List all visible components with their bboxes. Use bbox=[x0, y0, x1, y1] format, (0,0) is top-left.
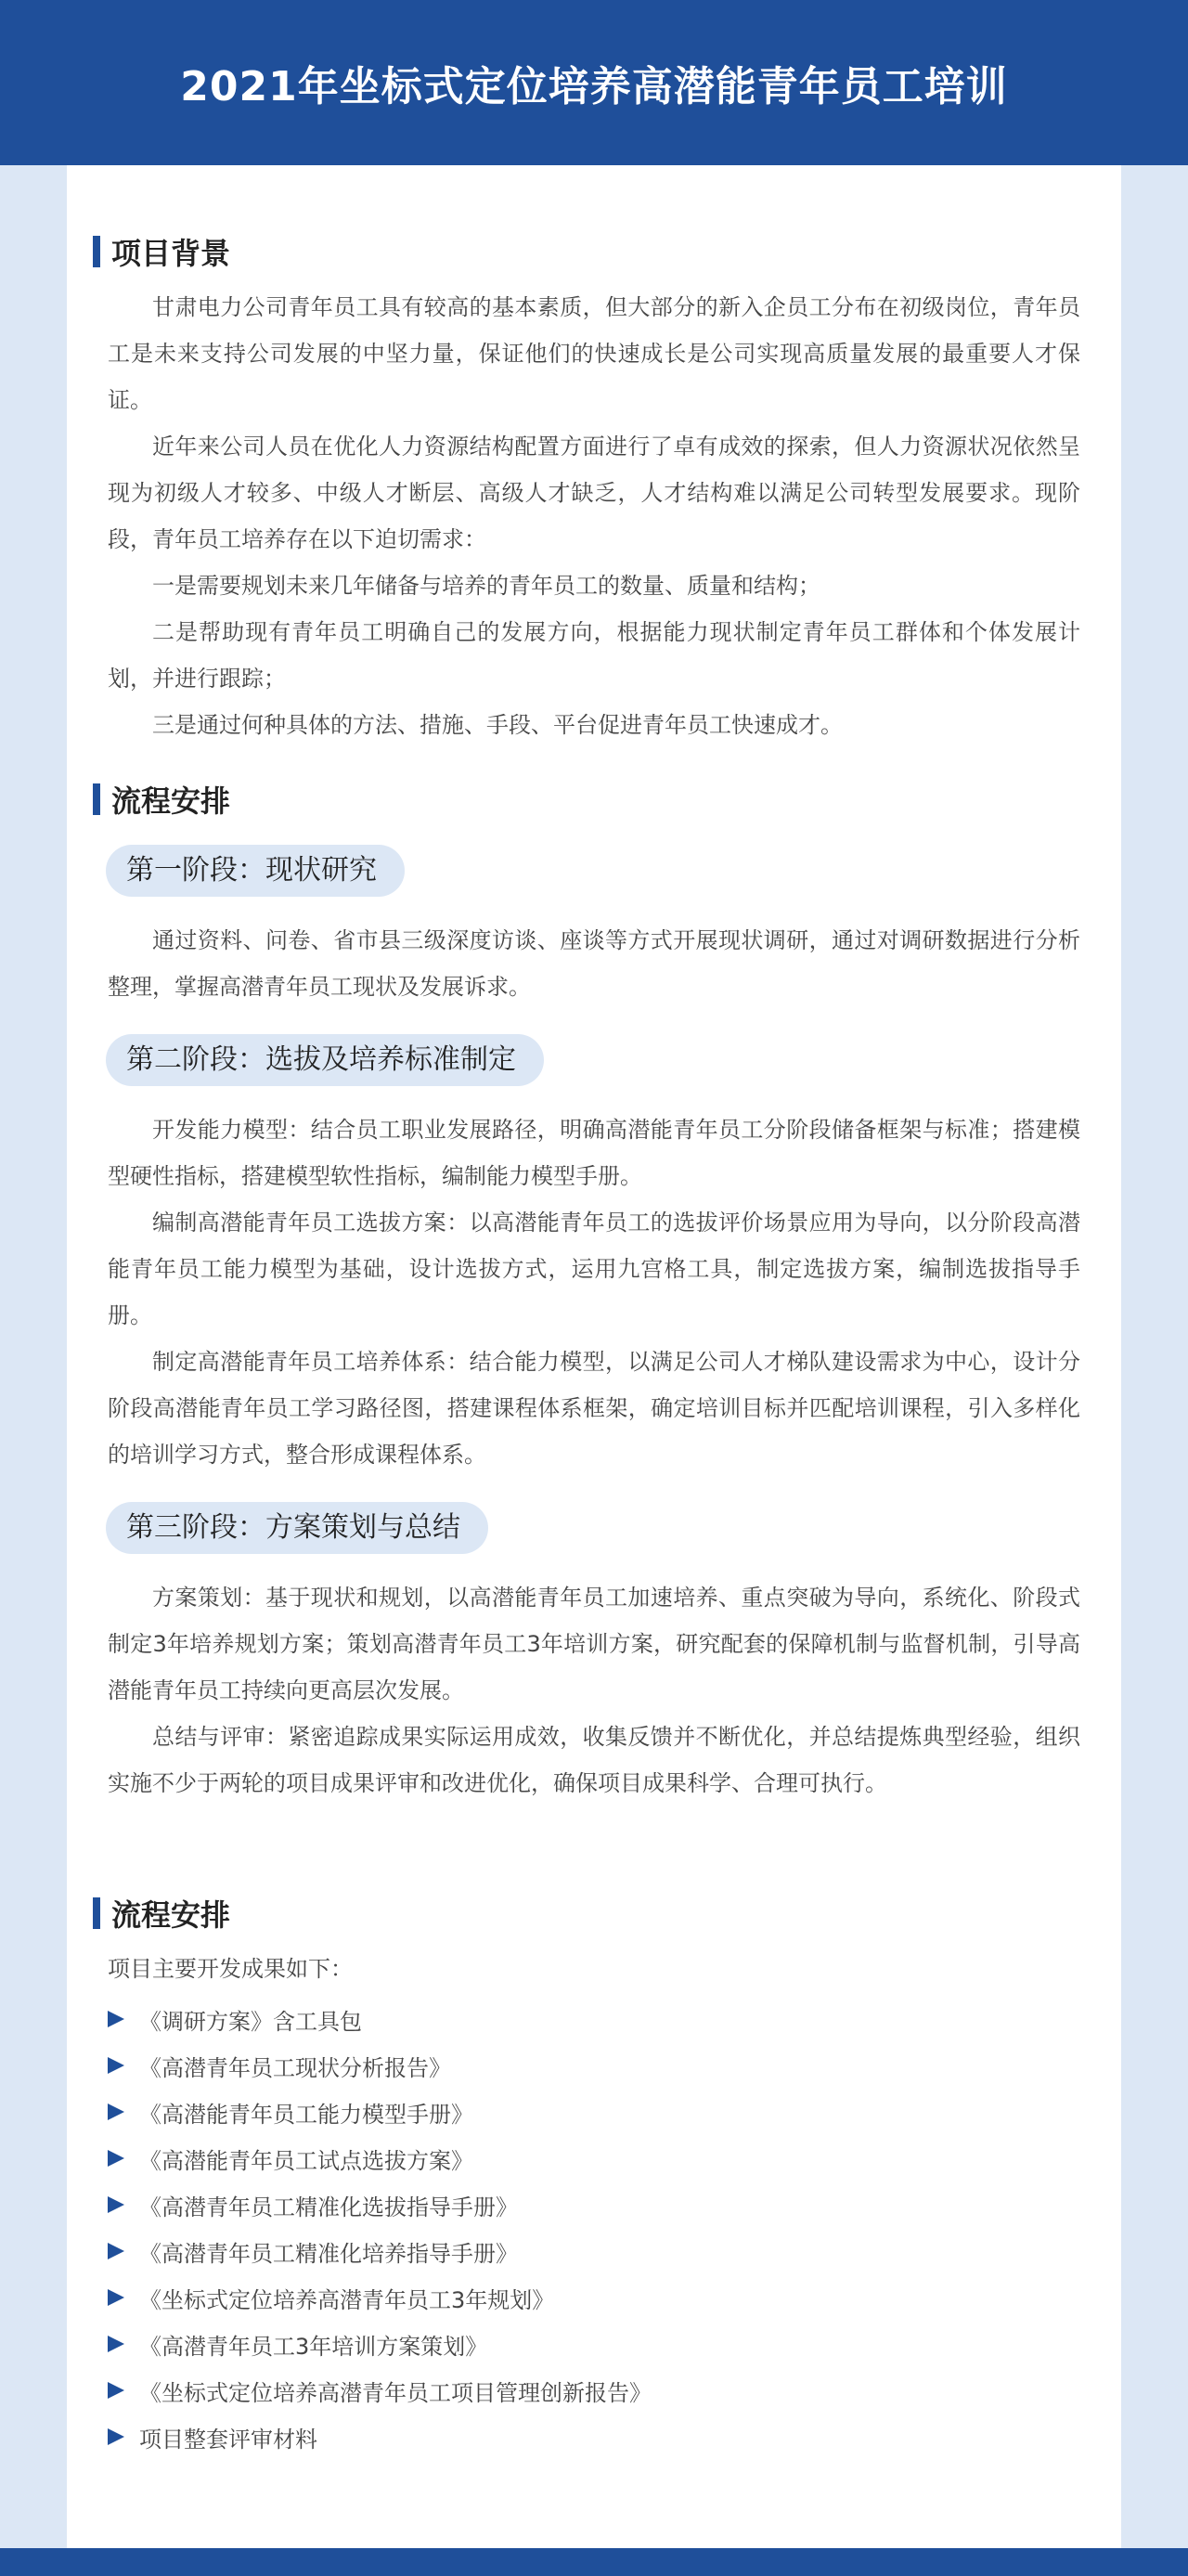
list-item bbox=[108, 2089, 1121, 2135]
triangle-bullet-icon bbox=[108, 2196, 124, 2213]
heading-accent-bar bbox=[93, 236, 100, 267]
list-item bbox=[108, 2274, 1121, 2321]
list-item-label: 《高潜青年员工现状分析报告》 bbox=[139, 2054, 451, 2081]
stage-2-paragraph: 编制高潜能青年员工选拔方案：以高潜能青年员工的选拔评价场景应用为导向，以分阶段高潜能青年员工能力模型为基础，设计选拔方式，运用九宫格工具，制定选拔方案，编制选拔指导手册。 bbox=[108, 1210, 1080, 1328]
deliverables-section bbox=[67, 1892, 1121, 2460]
stage-2-paragraph: 开发能力模型：结合员工职业发展路径，明确高潜能青年员工分阶段储备框架与标准；搭建模型硬性指标，搭建模型软性指标，编制能力模型手册。 bbox=[108, 1117, 1080, 1189]
stage-3-paragraph: 总结与评审：紧密追踪成果实际运用成效，收集反馈并不断优化，并总结提炼典型经验，组织实施不少于两轮的项目成果评审和改进优化，确保项目成果科学、合理可执行。 bbox=[108, 1724, 1080, 1796]
list-item-label: 《调研方案》含工具包 bbox=[139, 2008, 362, 2035]
list-item bbox=[108, 2181, 1121, 2228]
list-item-label: 《高潜青年员工3年培训方案策划》 bbox=[139, 2333, 488, 2360]
list-item-label: 《高潜青年员工精准化培养指导手册》 bbox=[139, 2240, 518, 2267]
stage-3-pill: 第三阶段：方案策划与总结 bbox=[106, 1502, 488, 1554]
stage-1-pill: 第一阶段：现状研究 bbox=[106, 845, 405, 897]
heading-accent-bar bbox=[93, 1897, 100, 1929]
triangle-bullet-icon bbox=[108, 2057, 124, 2074]
deliverables-intro: 项目主要开发成果如下： bbox=[108, 1956, 353, 1982]
page-title: 2021年坐标式定位培养高潜能青年员工培训 bbox=[180, 63, 1008, 110]
list-item bbox=[108, 2042, 1121, 2089]
list-item bbox=[108, 1996, 1121, 2042]
content-card bbox=[67, 165, 1121, 2548]
triangle-bullet-icon bbox=[108, 2289, 124, 2306]
list-item bbox=[108, 2228, 1121, 2274]
background-paragraph: 三是通过何种具体的方法、措施、手段、平台促进青年员工快速成才。 bbox=[152, 712, 843, 738]
section-heading bbox=[93, 1892, 1121, 1935]
list-item bbox=[108, 2414, 1121, 2460]
triangle-bullet-icon bbox=[108, 2243, 124, 2259]
list-item-label: 《高潜青年员工精准化选拔指导手册》 bbox=[139, 2194, 518, 2220]
deliverables-title: 流程安排 bbox=[111, 1897, 231, 1933]
triangle-bullet-icon bbox=[108, 2428, 124, 2445]
section-heading bbox=[93, 778, 1121, 821]
list-item bbox=[108, 2321, 1121, 2367]
page-header bbox=[0, 0, 1188, 165]
heading-accent-bar bbox=[93, 783, 100, 815]
triangle-bullet-icon bbox=[108, 2011, 124, 2027]
background-section bbox=[67, 230, 1121, 748]
list-item-label: 《高潜能青年员工能力模型手册》 bbox=[139, 2101, 473, 2128]
background-paragraph: 一是需要规划未来几年储备与培养的青年员工的数量、质量和结构； bbox=[152, 573, 820, 599]
list-item bbox=[108, 2135, 1121, 2181]
list-item-label: 《坐标式定位培养高潜青年员工3年规划》 bbox=[139, 2286, 555, 2313]
background-paragraph: 近年来公司人员在优化人力资源结构配置方面进行了卓有成效的探索，但人力资源状况依然呈现为初级人才较多、中级人才断层、高级人才缺乏，人才结构难以满足公司转型发展要求。现阶段，青年员工培养存在以下迫切需求： bbox=[108, 434, 1080, 552]
section-heading bbox=[93, 230, 1121, 273]
background-paragraph: 二是帮助现有青年员工明确自己的发展方向，根据能力现状制定青年员工群体和个体发展计划，并进行跟踪； bbox=[108, 619, 1080, 692]
stage-1-paragraph: 通过资料、问卷、省市县三级深度访谈、座谈等方式开展现状调研，通过对调研数据进行分析整理，掌握高潜青年员工现状及发展诉求。 bbox=[108, 927, 1080, 1000]
list-item-label: 《坐标式定位培养高潜青年员工项目管理创新报告》 bbox=[139, 2379, 652, 2406]
triangle-bullet-icon bbox=[108, 2104, 124, 2120]
background-paragraph: 甘肃电力公司青年员工具有较高的基本素质，但大部分的新入企员工分布在初级岗位，青年员工是未来支持公司发展的中坚力量，保证他们的快速成长是公司实现高质量发展的最重要人才保证。 bbox=[108, 294, 1080, 413]
list-item bbox=[108, 2367, 1121, 2414]
stage-2-pill: 第二阶段：选拔及培养标准制定 bbox=[106, 1034, 544, 1086]
stage-3-paragraph: 方案策划：基于现状和规划，以高潜能青年员工加速培养、重点突破为导向，系统化、阶段式制定3年培养规划方案；策划高潜青年员工3年培训方案，研究配套的保障机制与监督机制，引导高潜能青年员工持续向更高层次发展。 bbox=[108, 1585, 1080, 1703]
triangle-bullet-icon bbox=[108, 2150, 124, 2167]
stage-2-paragraph: 制定高潜能青年员工培养体系：结合能力模型，以满足公司人才梯队建设需求为中心，设计分阶段高潜能青年员工学习路径图，搭建课程体系框架，确定培训目标并匹配培训课程，引入多样化的培训学习方式，整合形成课程体系。 bbox=[108, 1349, 1080, 1468]
background-title: 项目背景 bbox=[111, 236, 231, 271]
deliverables-list bbox=[67, 1996, 1121, 2460]
process-title: 流程安排 bbox=[111, 783, 231, 819]
list-item-label: 项目整套评审材料 bbox=[139, 2426, 317, 2453]
triangle-bullet-icon bbox=[108, 2336, 124, 2352]
footer-bar bbox=[0, 2548, 1188, 2576]
process-section bbox=[67, 778, 1121, 1806]
list-item-label: 《高潜能青年员工试点选拔方案》 bbox=[139, 2147, 473, 2174]
triangle-bullet-icon bbox=[108, 2382, 124, 2399]
